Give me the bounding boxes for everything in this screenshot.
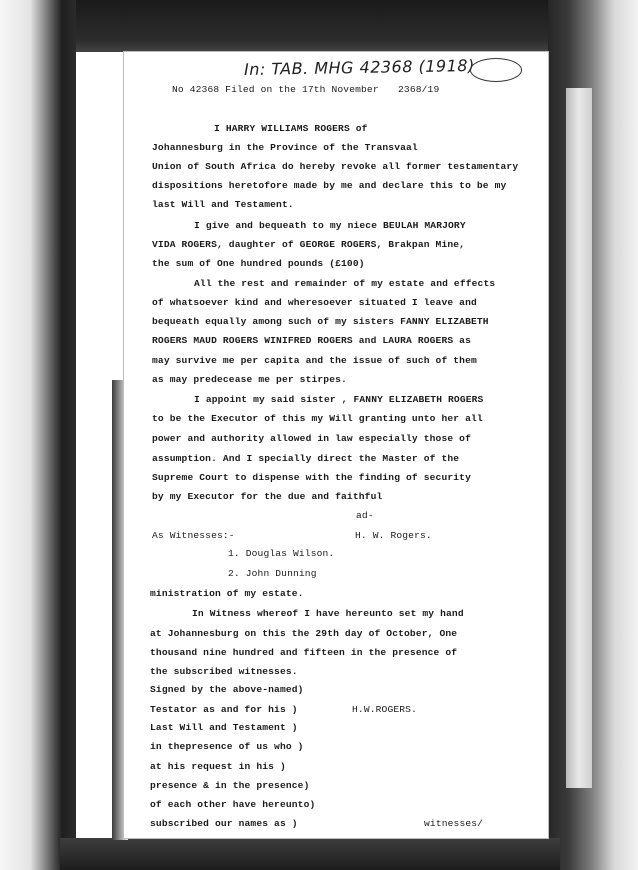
attestation-line: Signed by the above-named) bbox=[150, 684, 304, 695]
attestation-end: witnesses/ bbox=[424, 818, 484, 829]
body-line: Supreme Court to dispense with the finding of security bbox=[152, 472, 471, 483]
body-line: Union of South Africa do hereby revoke all former testamentary bbox=[152, 161, 519, 172]
attestation-line: at his request in his ) bbox=[150, 761, 286, 772]
body-line: bequeath equally among such of my sisters FANNY ELIZABETH bbox=[152, 316, 489, 327]
body-line: All the rest and remainder of my estate and effects bbox=[194, 278, 496, 289]
body-line: last Will and Testament. bbox=[152, 199, 294, 210]
attestation-line: in thepresence of us who ) bbox=[150, 741, 304, 752]
body-line: by my Executor for the due and faithful bbox=[152, 491, 383, 502]
witness-label: As Witnesses:- bbox=[152, 530, 235, 541]
body-line: ROGERS MAUD ROGERS WINIFRED ROGERS and LAURA ROGERS as bbox=[152, 335, 471, 346]
body-line: Johannesburg in the Province of the Transvaal bbox=[152, 142, 418, 153]
body-line: to be the Executor of this my Will granting unto her all bbox=[152, 413, 483, 424]
scan-left-shadow bbox=[0, 0, 76, 870]
scan-right-shadow bbox=[548, 0, 638, 870]
attestation-signature: H.W.ROGERS. bbox=[352, 704, 417, 715]
continuation-line: the subscribed witnesses. bbox=[150, 666, 298, 677]
body-line: of whatsoever kind and wheresoever situated I leave and bbox=[152, 297, 477, 308]
reference-circle bbox=[470, 58, 522, 82]
continuation-line: at Johannesburg on this the 29th day of October, One bbox=[150, 628, 458, 639]
body-line: VIDA ROGERS, daughter of GEORGE ROGERS, Brakpan Mine, bbox=[152, 239, 466, 250]
filing-number: 2368/19 bbox=[398, 84, 440, 95]
body-line: I appoint my said sister , FANNY ELIZABETH ROGERS bbox=[194, 394, 484, 405]
witness-name: 2. John Dunning bbox=[228, 568, 317, 579]
scan-top-shadow bbox=[60, 0, 560, 52]
continuation-line: thousand nine hundred and fifteen in the presence of bbox=[150, 647, 458, 658]
filing-line: No 42368 Filed on the 17th November bbox=[172, 84, 379, 95]
body-line: the sum of One hundred pounds (£100) bbox=[152, 258, 365, 269]
attestation-line: of each other have hereunto) bbox=[150, 799, 316, 810]
body-line: power and authority allowed in law especially those of bbox=[152, 433, 471, 444]
continuation-line: In Witness whereof I have hereunto set my hand bbox=[192, 608, 464, 619]
continuation-line: ministration of my estate. bbox=[150, 588, 304, 599]
body-line: I HARRY WILLIAMS ROGERS of bbox=[214, 123, 368, 134]
attestation-line: Last Will and Testament ) bbox=[150, 722, 298, 733]
testator-signature: H. W. Rogers. bbox=[355, 530, 432, 541]
body-line: may survive me per capita and the issue of such of them bbox=[152, 355, 477, 366]
scan-bottom-shadow bbox=[60, 838, 560, 870]
body-line: I give and bequeath to my niece BEULAH MARJORY bbox=[194, 220, 466, 231]
attestation-line: subscribed our names as ) bbox=[150, 818, 298, 829]
handwritten-reference: In: TAB. MHG 42368 (1918) bbox=[243, 55, 475, 80]
witness-name: 1. Douglas Wilson. bbox=[228, 548, 335, 559]
body-line: assumption. And I specially direct the Master of the bbox=[152, 453, 460, 464]
attestation-line: presence & in the presence) bbox=[150, 780, 310, 791]
binder-strip bbox=[566, 88, 592, 788]
body-line: dispositions heretofore made by me and declare this to be my bbox=[152, 180, 507, 191]
page-break-word: ad- bbox=[356, 510, 374, 521]
body-line: as may predecease me per stirpes. bbox=[152, 374, 347, 385]
attestation-line: Testator as and for his ) bbox=[150, 704, 298, 715]
